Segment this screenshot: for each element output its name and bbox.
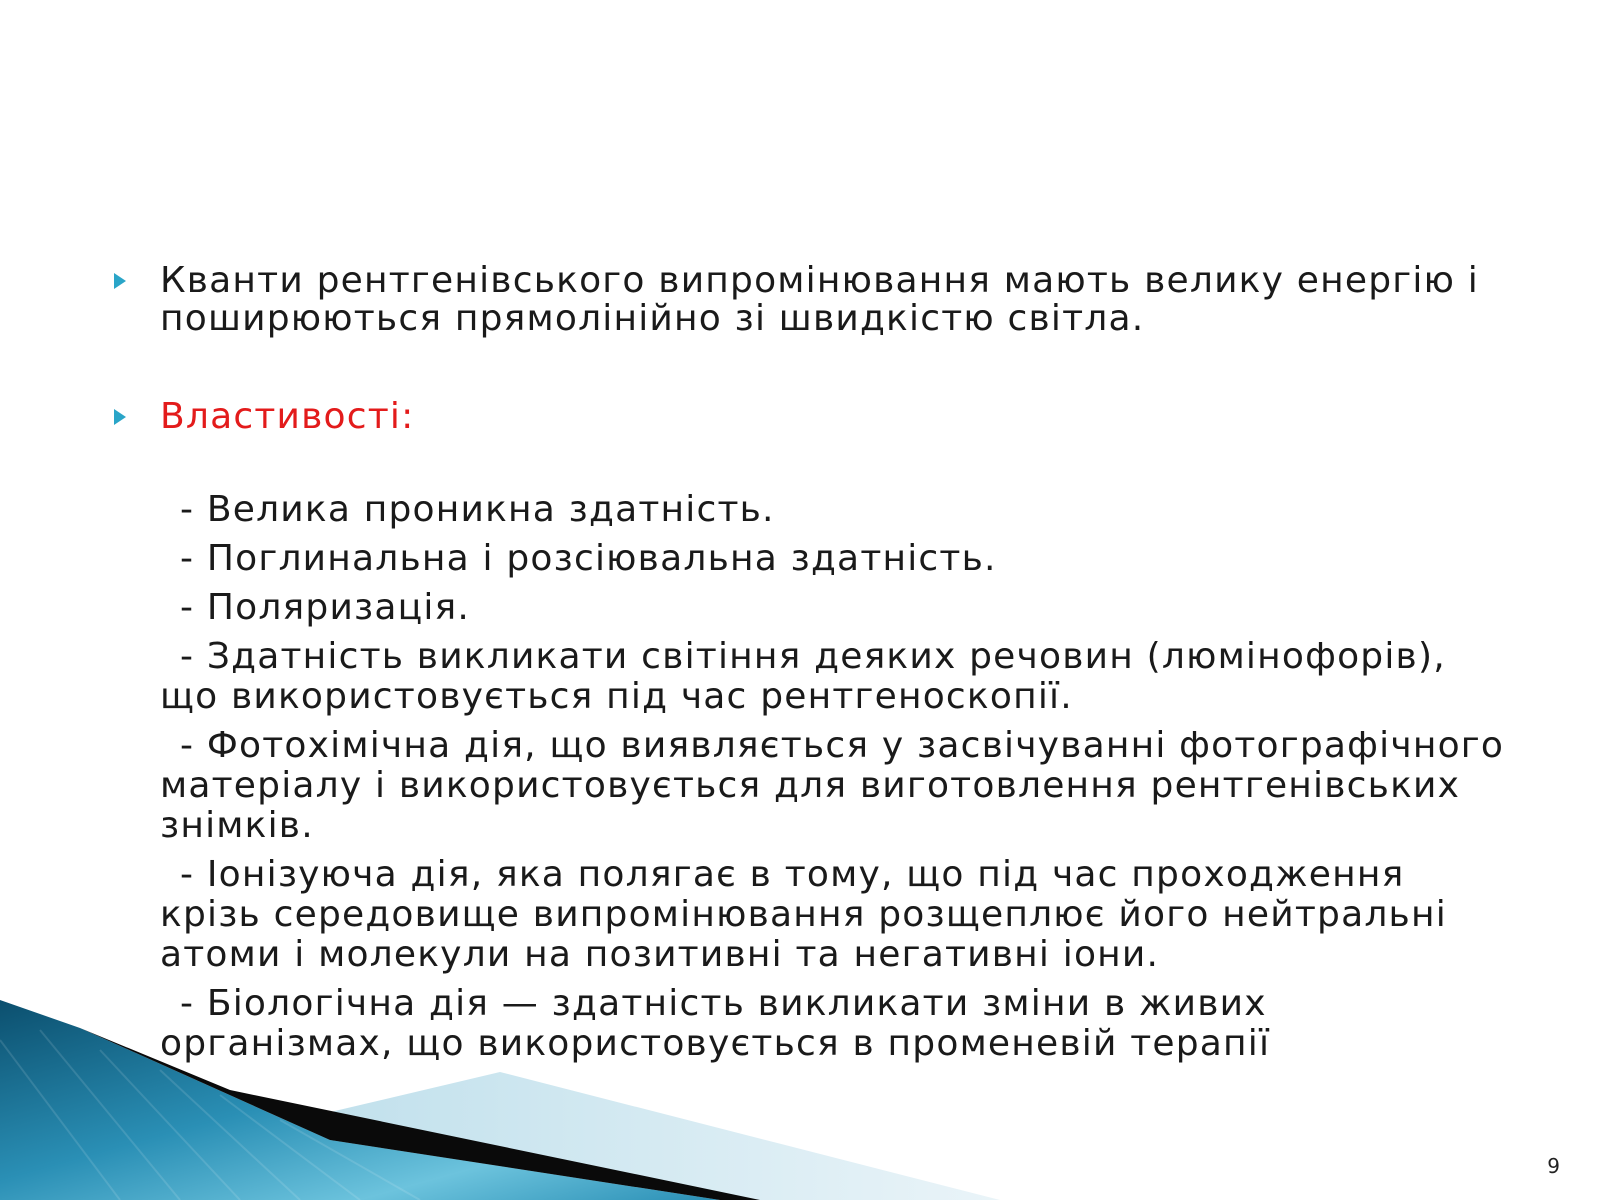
properties-colon: : — [401, 396, 415, 437]
bullet-item-quanta — [114, 262, 1514, 338]
property-item: - Поляризація. — [180, 587, 471, 628]
properties-heading: Властивості — [160, 396, 402, 437]
property-item: - Велика проникна здатність. — [180, 489, 775, 530]
property-item: - Фотохімічна дія, що виявляється у засвічуванні фотографічного матеріалу і використовується для виготовлення рентгенівських знімків. — [160, 725, 1505, 846]
page-number: 9 — [1547, 1154, 1560, 1178]
triangle-right-icon — [114, 262, 160, 300]
property-item: - Біологічна дія — здатність викликати зміни в живих організмах, що використовується в променевій терапії — [160, 983, 1271, 1064]
triangle-right-icon — [114, 398, 160, 436]
bullet-item-properties — [114, 398, 414, 436]
properties-list — [160, 490, 1510, 1073]
property-item: - Здатність викликати світіння деяких речовин (люмінофорів), що використовується під час рентгеноскопії. — [160, 636, 1446, 717]
bullet-text: Кванти рентгенівського випромінювання мають велику енергію і поширюються прямолінійно зі швидкістю світла. — [160, 260, 1479, 339]
property-item: - Іонізуюча дія, яка полягає в тому, що під час проходження крізь середовище випромінювання розщеплює його нейтральні атоми і молекули на позитивні та негативні іони. — [160, 854, 1447, 975]
property-item: - Поглинальна і розсіювальна здатність. — [180, 538, 997, 579]
